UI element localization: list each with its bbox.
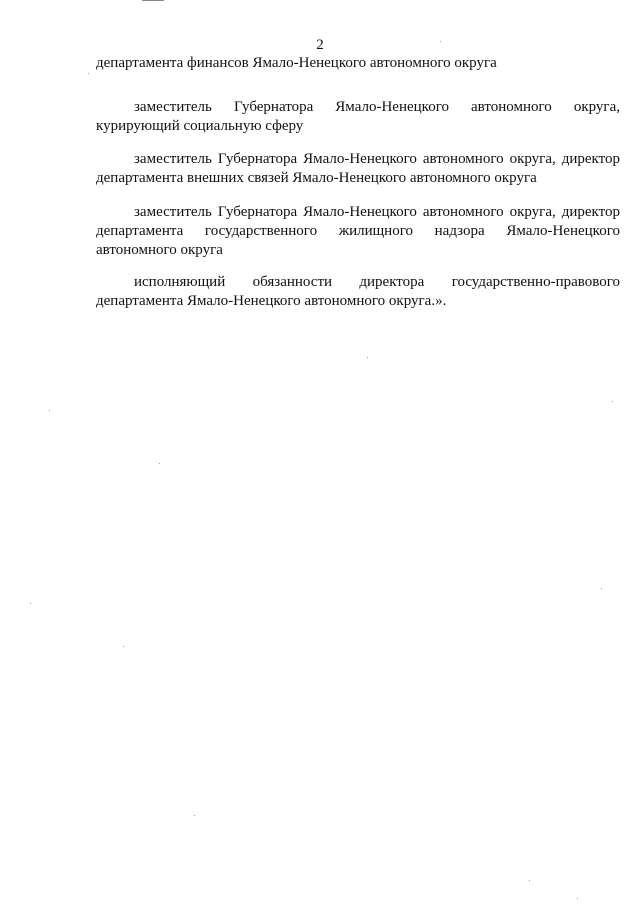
scan-speck bbox=[612, 401, 613, 402]
scan-speck bbox=[440, 41, 441, 42]
paragraph-1: департамента финансов Ямало-Ненецкого автономного округа bbox=[96, 55, 497, 71]
paragraph-3: заместитель Губернатора Ямало-Ненецкого автономного округа, директор департамента внешних связей Ямало-Ненецкого автономного округа bbox=[96, 151, 620, 186]
scan-speck bbox=[194, 815, 195, 816]
scan-speck bbox=[88, 73, 89, 74]
page-number: 2 bbox=[316, 37, 324, 53]
scan-speck bbox=[367, 357, 368, 358]
scan-speck bbox=[529, 880, 530, 881]
scan-speck bbox=[601, 588, 602, 589]
scan-speck bbox=[123, 646, 124, 647]
paragraph-2: заместитель Губернатора Ямало-Ненецкого автономного округа, курирующий социальную сферу bbox=[96, 99, 620, 134]
scan-speck bbox=[577, 898, 578, 899]
scan-speck bbox=[49, 410, 50, 411]
scan-speck bbox=[159, 463, 160, 464]
scan-speck bbox=[30, 603, 31, 604]
paragraph-4: заместитель Губернатора Ямало-Ненецкого автономного округа, директор департамента государственного жилищного надзора Ямало-Ненецкого автономного округа bbox=[96, 204, 620, 258]
scan-mark bbox=[142, 0, 164, 1]
paragraph-5: исполняющий обязанности директора государственно-правового департамента Ямало-Ненецкого автономного округа.». bbox=[96, 274, 620, 309]
